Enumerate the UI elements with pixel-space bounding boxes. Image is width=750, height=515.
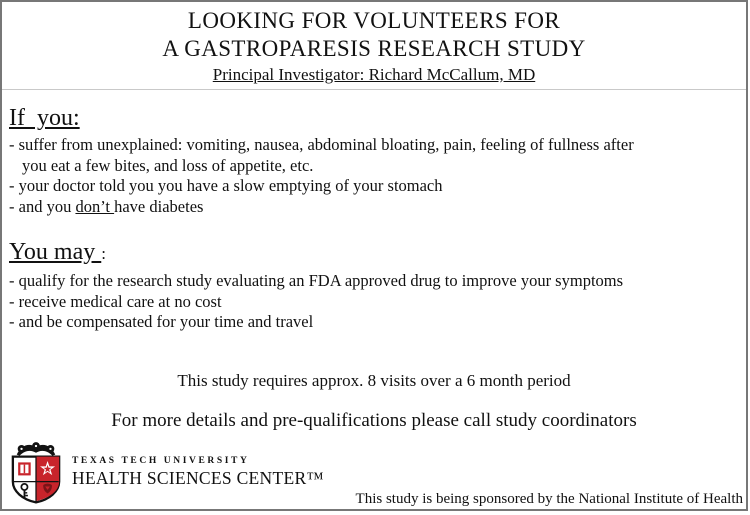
if-you-item2: - your doctor told you you have a slow emptying of your stomach — [9, 176, 443, 195]
list-item-continuation — [9, 156, 739, 177]
you-may-heading — [9, 237, 739, 269]
you-may-item3: - and be compensated for your time and travel — [9, 312, 314, 331]
contact-note: For more details and pre-qualifications please call study coordinators — [111, 409, 637, 431]
if-you-list — [9, 135, 739, 217]
study-visits-note: This study requires approx. 8 visits over a 6 month period — [177, 370, 571, 390]
texas-tech-shield-icon — [9, 442, 63, 509]
list-item — [9, 197, 739, 218]
if-you-item3-suffix: have diabetes — [114, 196, 204, 216]
you-may-heading-text: You may — [9, 239, 102, 265]
flyer-body — [2, 103, 746, 433]
you-may-item2: - receive medical care at no cost — [9, 291, 222, 311]
list-item — [9, 312, 739, 333]
list-item — [9, 271, 739, 292]
texas-tech-logo — [9, 442, 324, 509]
you-may-heading-colon: : — [101, 244, 106, 263]
if-you-item3-underlined: don’t — [75, 196, 115, 216]
you-may-list — [9, 271, 739, 333]
list-item — [9, 292, 739, 313]
page-title-line1: LOOKING FOR VOLUNTEERS FOR — [187, 8, 561, 33]
flyer-header — [2, 2, 746, 90]
texas-tech-university-label: TEXAS TECH UNIVERSITY — [72, 455, 250, 466]
if-you-item3-prefix: - and you — [9, 196, 76, 216]
page-title-line2: A GASTROPARESIS RESEARCH STUDY — [162, 36, 586, 61]
sponsor-note: This study is being sponsored by the National Institute of Health — [355, 491, 743, 507]
list-item — [9, 135, 739, 156]
if-you-heading — [9, 103, 739, 133]
if-you-heading-text: If you: — [9, 105, 80, 131]
you-may-item1: - qualify for the research study evaluating an FDA approved drug to improve your symptoms — [9, 271, 624, 290]
if-you-item1-line1: - suffer from unexplained: vomiting, nausea, abdominal bloating, pain, feeling of fullness after — [9, 135, 634, 154]
list-item — [9, 176, 739, 197]
texas-tech-logo-text — [72, 455, 324, 497]
health-sciences-center-label: HEALTH SCIENCES CENTER™ — [72, 467, 324, 488]
if-you-item1-line2: you eat a few bites, and loss of appetite, etc. — [22, 155, 314, 175]
principal-investigator: Principal Investigator: Richard McCallum, MD — [212, 65, 536, 84]
